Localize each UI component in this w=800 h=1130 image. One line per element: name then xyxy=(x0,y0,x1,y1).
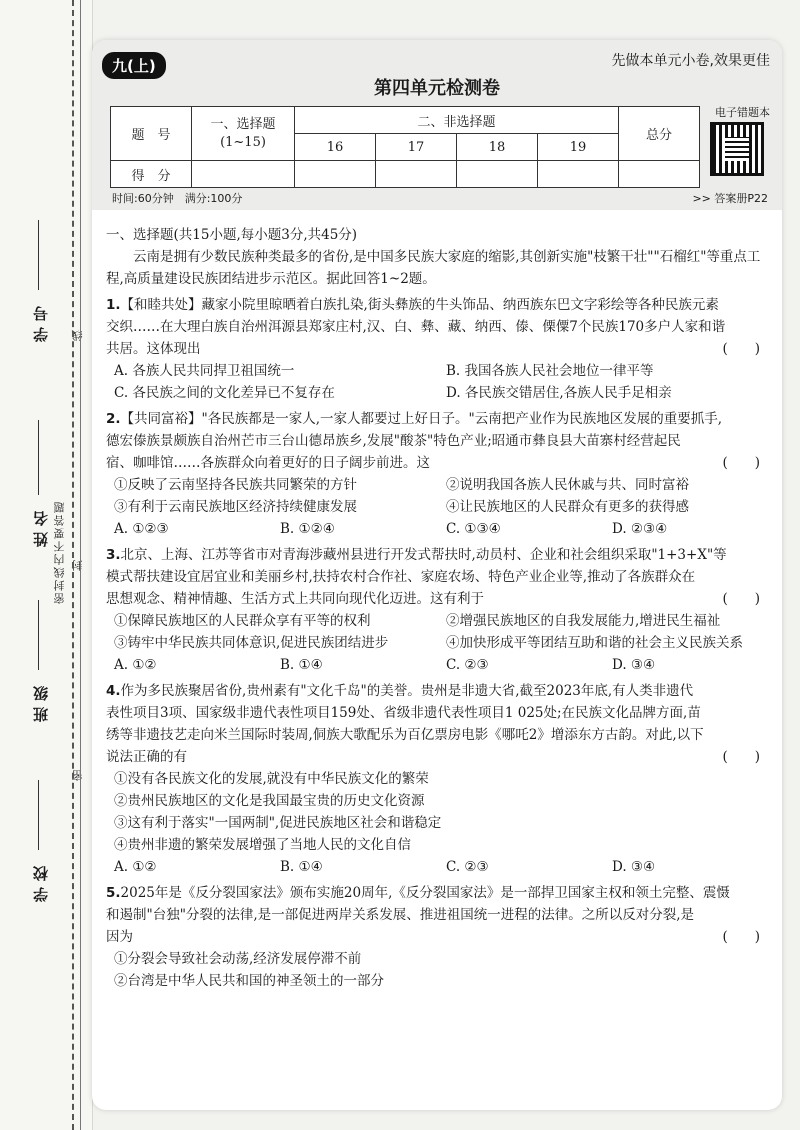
option-b[interactable]: B. 我国各族人民社会地位一律平等 xyxy=(446,363,654,379)
section-heading: 一、选择题(共15小题,每小题3分,共45分) xyxy=(106,227,358,243)
question-text: 思想观念、精神情趣、生活方式上共同向现代化迈进。这有利于 xyxy=(106,591,484,607)
option-a[interactable]: A. 各族人民共同捍卫祖国统一 xyxy=(114,363,295,379)
answer-reference: >> 答案册P22 xyxy=(692,192,768,205)
part1-title: 一、选择题 xyxy=(210,116,276,132)
fill-line-school xyxy=(38,780,39,850)
option-a[interactable]: A. ①② xyxy=(114,859,157,875)
option-d[interactable]: D. 各民族交错居住,各族人民手足相亲 xyxy=(446,385,672,401)
question-text: 表性项目3项、国家级非遗代表性项目159处、省级非遗代表性项目1 025处;在民族文化品牌方面,苗 xyxy=(106,705,701,721)
slogan: 先做本单元小卷,效果更佳 xyxy=(611,53,770,69)
option-a[interactable]: A. ①②③ xyxy=(114,521,169,537)
statement-2: ②增强民族地区的自我发展能力,增进民生福祉 xyxy=(446,613,721,629)
question-line xyxy=(106,746,770,768)
statements xyxy=(106,474,770,518)
question-text: 共居。这体现出 xyxy=(106,341,201,357)
question-number: 4. xyxy=(106,683,121,699)
question-5 xyxy=(106,882,770,992)
question-line xyxy=(106,926,770,948)
score-cell-17[interactable] xyxy=(376,161,457,188)
col-18: 18 xyxy=(457,134,538,161)
score-cell-part1[interactable] xyxy=(192,161,295,188)
row-label-score: 得 分 xyxy=(111,161,192,188)
content xyxy=(106,224,770,992)
question-text: 作为多民族聚居省份,贵州素有"文化千岛"的美誉。贵州是非遗大省,截至2023年底,有人类非遗代 xyxy=(120,683,694,699)
binding-label-school: 学校 xyxy=(32,860,50,902)
statement-2: ②贵州民族地区的文化是我国最宝贵的历史文化资源 xyxy=(114,793,425,809)
question-text: 交织……在大理白族自治州洱源县郑家庄村,汉、白、彝、藏、纳西、傣、傈僳7个民族170多户人家和谐 xyxy=(106,319,726,335)
question-line xyxy=(106,452,770,474)
statement-3: ③铸牢中华民族共同体意识,促进民族团结进步 xyxy=(114,635,389,651)
question-text: 和遏制"台独"分裂的法律,是一部促进两岸关系发展、推进祖国统一进程的法律。之所以反对分裂,是 xyxy=(106,907,695,923)
row-label-question-no: 题 号 xyxy=(111,107,192,161)
options xyxy=(106,654,770,676)
statement-4: ④让民族地区的人民群众有更多的获得感 xyxy=(446,499,689,515)
question-text: 【和睦共处】藏家小院里晾晒着白族扎染,街头彝族的牛头饰品、纳西族东巴文字彩绘等各种民族元素 xyxy=(120,297,719,313)
page-title: 第四单元检测卷 xyxy=(374,78,500,99)
question-text: 【共同富裕】"各民族都是一家人,一家人都要过上好日子。"云南把产业作为民族地区发展的重要抓手, xyxy=(120,411,723,427)
question-text: 说法正确的有 xyxy=(106,749,187,765)
total-header: 总分 xyxy=(619,107,700,161)
part2-title: 二、非选择题 xyxy=(295,107,619,134)
binding-label-class: 班级 xyxy=(32,680,50,722)
question-line xyxy=(106,294,770,316)
question-text: 宿、咖啡馆……各族群众向着更好的日子阔步前进。这 xyxy=(106,455,430,471)
answer-paren[interactable]: ( ) xyxy=(722,929,760,945)
col-19: 19 xyxy=(538,134,619,161)
score-cell-16[interactable] xyxy=(295,161,376,188)
statements xyxy=(106,610,770,654)
question-2 xyxy=(106,408,770,540)
question-line xyxy=(106,882,770,904)
option-d[interactable]: D. ③④ xyxy=(612,859,656,875)
option-c[interactable]: C. ②③ xyxy=(446,657,489,673)
option-c[interactable]: C. 各民族之间的文化差异已不复存在 xyxy=(114,385,335,401)
option-b[interactable]: B. ①④ xyxy=(280,859,323,875)
options xyxy=(106,856,770,878)
answer-paren[interactable]: ( ) xyxy=(722,455,760,471)
statement-3: ③有利于云南民族地区经济持续健康发展 xyxy=(114,499,357,515)
qr-label: 电子错题本 xyxy=(715,106,770,119)
option-b[interactable]: B. ①②④ xyxy=(280,521,335,537)
question-line xyxy=(106,544,770,566)
statement-1: ①反映了云南坚持各民族共同繁荣的方针 xyxy=(114,477,357,493)
answer-paren[interactable]: ( ) xyxy=(722,591,760,607)
question-text: 德宏傣族景颇族自治州芒市三台山德昂族乡,发展"酸茶"特色产业;昭通市彝良县大苗寨村经营起民 xyxy=(106,433,681,449)
statement-1: ①分裂会导致社会动荡,经济发展停滞不前 xyxy=(114,951,362,967)
statement-2: ②台湾是中华人民共和国的神圣领土的一部分 xyxy=(114,973,384,989)
score-cell-18[interactable] xyxy=(457,161,538,188)
statement-3: ③这有利于落实"一国两制",促进民族地区社会和谐稳定 xyxy=(114,815,442,831)
grade-tag: 九(上) xyxy=(102,52,166,79)
qr-code-icon[interactable] xyxy=(710,122,764,176)
score-cell-19[interactable] xyxy=(538,161,619,188)
question-line xyxy=(106,680,770,702)
option-d[interactable]: D. ②③④ xyxy=(612,521,668,537)
answer-paren[interactable]: ( ) xyxy=(722,341,760,357)
option-b[interactable]: B. ①④ xyxy=(280,657,323,673)
section-intro: 云南是拥有少数民族种类最多的省份,是中国多民族大家庭的缩影,其创新实施"枝繁干壮""石榴红"等重点工程,高质量建设民族团结进步示范区。据此回答1~2题。 xyxy=(106,249,761,287)
fill-line-student-id xyxy=(38,220,39,290)
question-line xyxy=(106,338,770,360)
seal-mark-seal: 封 xyxy=(71,560,84,571)
question-text: 因为 xyxy=(106,929,133,945)
score-cell-total[interactable] xyxy=(619,161,700,188)
option-c[interactable]: C. ②③ xyxy=(446,859,489,875)
seal-solid-line xyxy=(80,0,81,1130)
score-table xyxy=(110,106,700,188)
question-line xyxy=(106,408,770,430)
question-line xyxy=(106,588,770,610)
question-text: 模式帮扶建设宜居宜业和美丽乡村,扶持农村合作社、家庭农场、特色产业企业等,推动了各族群众在 xyxy=(106,569,696,585)
fill-line-class xyxy=(38,600,39,670)
statement-4: ④贵州非遗的繁荣发展增强了当地人民的文化自信 xyxy=(114,837,411,853)
exam-meta: 时间:60分钟 满分:100分 xyxy=(112,192,243,205)
seal-mark-secret: 密 xyxy=(71,770,84,781)
options xyxy=(106,518,770,540)
part1-header xyxy=(192,107,295,161)
question-1 xyxy=(106,294,770,404)
col-17: 17 xyxy=(376,134,457,161)
option-c[interactable]: C. ①③④ xyxy=(446,521,501,537)
statement-4: ④加快形成平等团结互助和谐的社会主义民族关系 xyxy=(446,635,743,651)
binding-label-student-id: 学号 xyxy=(32,300,50,342)
question-number: 3. xyxy=(106,547,121,563)
question-4 xyxy=(106,680,770,878)
seal-mark-line: 线 xyxy=(71,330,84,341)
col-16: 16 xyxy=(295,134,376,161)
part1-range: (1~15) xyxy=(220,134,266,150)
question-number: 2. xyxy=(106,411,121,427)
exam-paper xyxy=(92,40,782,1110)
question-number: 5. xyxy=(106,885,121,901)
answer-paren[interactable]: ( ) xyxy=(722,749,760,765)
seal-dashed-line xyxy=(72,0,74,1130)
binding-label-name: 姓名 xyxy=(32,505,50,547)
question-text: 绣等非遗技艺走向米兰国际时装周,侗族大歌配乐为百亿票房电影《哪吒2》增添东方古韵。对此,以下 xyxy=(106,727,704,743)
statement-1: ①没有各民族文化的发展,就没有中华民族文化的繁荣 xyxy=(114,771,429,787)
option-a[interactable]: A. ①② xyxy=(114,657,157,673)
question-3 xyxy=(106,544,770,676)
question-text: 北京、上海、江苏等省市对青海涉藏州县进行开发式帮扶时,动员村、企业和社会组织采取"1+3+X"等 xyxy=(120,547,727,563)
seal-note: 密封线内不要答题 xyxy=(53,500,66,604)
question-text: 2025年是《反分裂国家法》颁布实施20周年,《反分裂国家法》是一部捍卫国家主权和领土完整、震慑 xyxy=(120,885,730,901)
statement-2: ②说明我国各族人民休戚与共、同时富裕 xyxy=(446,477,689,493)
options xyxy=(106,360,770,404)
fill-line-name xyxy=(38,420,39,495)
question-number: 1. xyxy=(106,297,121,313)
option-d[interactable]: D. ③④ xyxy=(612,657,656,673)
statement-1: ①保障民族地区的人民群众享有平等的权利 xyxy=(114,613,371,629)
